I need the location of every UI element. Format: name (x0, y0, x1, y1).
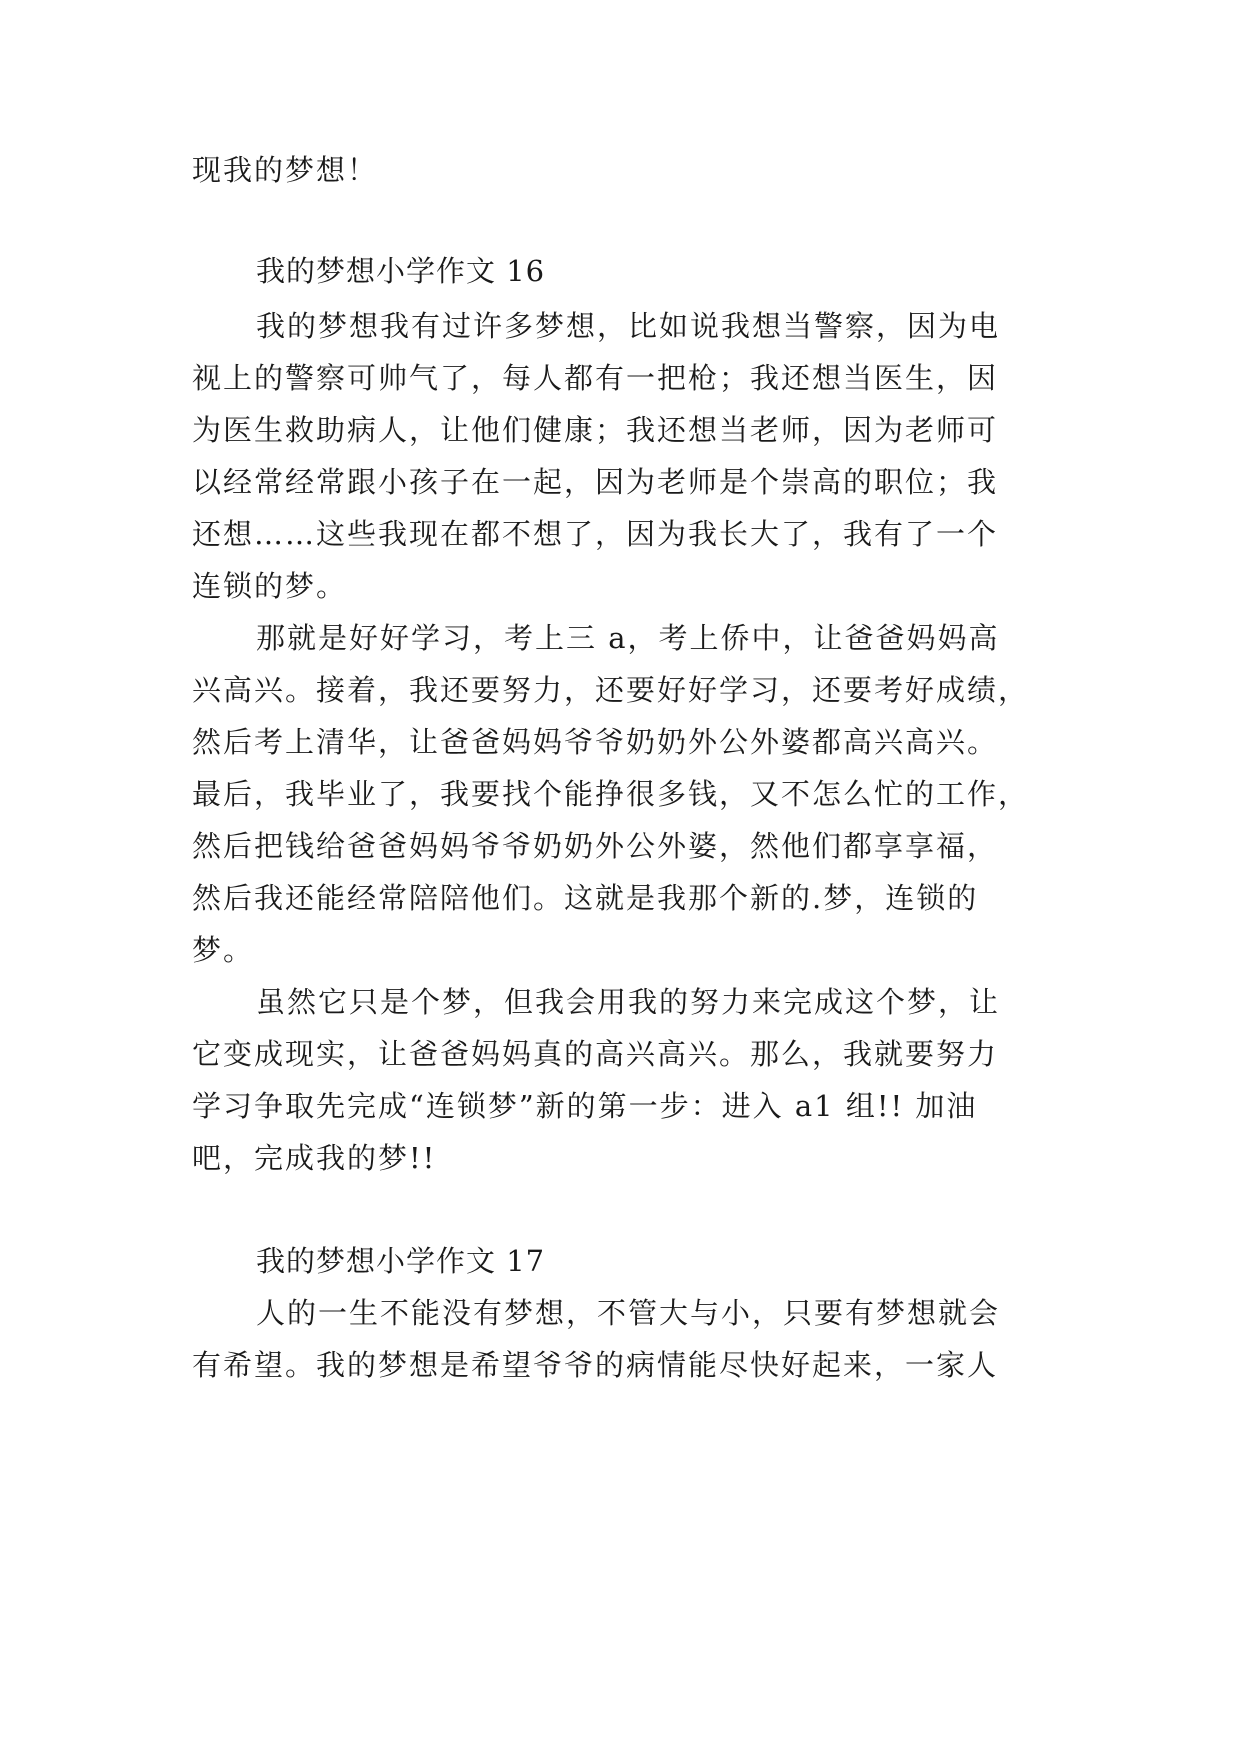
paragraph-line: 吧，完成我的梦!! (192, 1141, 437, 1175)
paragraph-line: 那就是好好学习，考上三 a，考上侨中，让爸爸妈妈高 (256, 621, 1000, 655)
paragraph-line: 它变成现实，让爸爸妈妈真的高兴高兴。那么，我就要努力 (192, 1037, 999, 1071)
paragraph-line: 以经常经常跟小孩子在一起，因为老师是个崇高的职位；我 (192, 465, 999, 499)
paragraph-line: 梦。 (192, 933, 255, 967)
paragraph-line: 兴高兴。接着，我还要努力，还要好好学习，还要考好成绩， (192, 673, 1030, 707)
paragraph-line: 然后我还能经常陪陪他们。这就是我那个新的.梦，连锁的 (192, 881, 979, 915)
paragraph-line: 人的一生不能没有梦想，不管大与小，只要有梦想就会 (256, 1296, 1001, 1330)
paragraph-line: 我的梦想我有过许多梦想，比如说我想当警察，因为电 (256, 309, 1001, 343)
paragraph-line: 最后，我毕业了，我要找个能挣很多钱，又不怎么忙的工作， (192, 777, 1030, 811)
essay-16-heading: 我的梦想小学作文 16 (256, 254, 546, 288)
essay-17-heading: 我的梦想小学作文 17 (256, 1244, 546, 1278)
paragraph-line: 有希望。我的梦想是希望爷爷的病情能尽快好起来，一家人 (192, 1348, 999, 1382)
paragraph-line: 虽然它只是个梦，但我会用我的努力来完成这个梦，让 (256, 985, 1001, 1019)
paragraph-line: 然后把钱给爸爸妈妈爷爷奶奶外公外婆，然他们都享享福， (192, 829, 999, 863)
paragraph-line: 视上的警察可帅气了，每人都有一把枪；我还想当医生，因 (192, 361, 999, 395)
opening-line: 现我的梦想！ (192, 153, 379, 187)
paragraph-line: 然后考上清华，让爸爸妈妈爷爷奶奶外公外婆都高兴高兴。 (192, 725, 999, 759)
paragraph-line: 连锁的梦。 (192, 569, 348, 603)
paragraph-line: 还想……这些我现在都不想了，因为我长大了，我有了一个 (192, 517, 999, 551)
paragraph-line: 学习争取先完成“连锁梦”新的第一步：进入 a1 组!! 加油 (192, 1089, 978, 1123)
paragraph-line: 为医生救助病人，让他们健康；我还想当老师，因为老师可 (192, 413, 999, 447)
